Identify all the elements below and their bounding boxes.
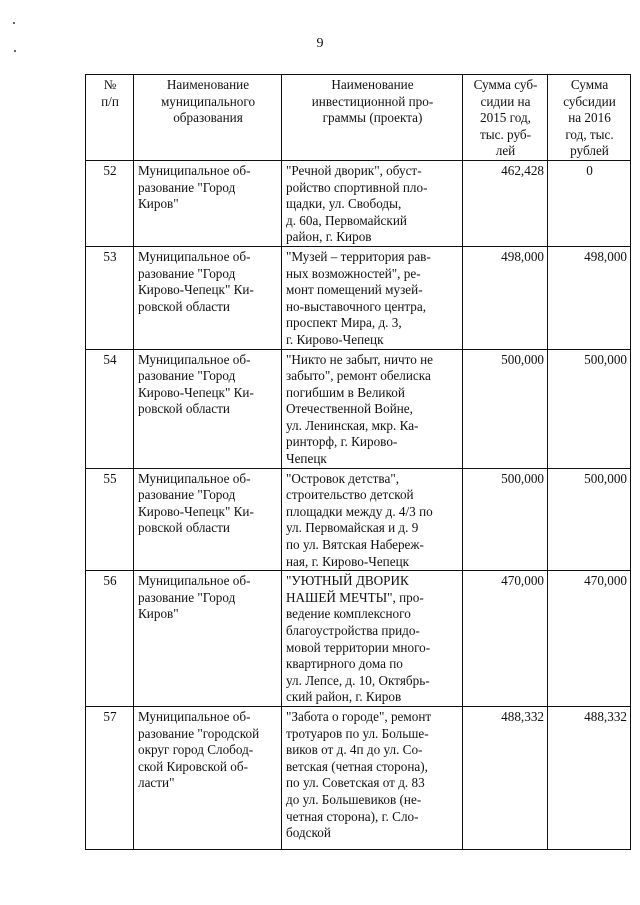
table-row xyxy=(86,571,631,707)
row-municipality: Муниципальное об- разование "Город Киров" xyxy=(134,571,282,707)
row-sum-2015: 488,332 xyxy=(463,706,548,849)
table-row xyxy=(86,349,631,468)
table-row xyxy=(86,706,631,849)
row-sum-2016: 500,000 xyxy=(548,468,631,571)
row-project: "Забота о городе", ремонт тротуаров по ул. Больше- виков от д. 4п до ул. Со- ветская (четная сторона), по ул. Советская от д. 83 до ул. Большевиков (не- четная сторона), г. Сло- бодской xyxy=(282,706,463,849)
row-num: 52 xyxy=(86,160,134,246)
row-sum-2015: 470,000 xyxy=(463,571,548,707)
row-project: "Островок детства", строительство детской площадки между д. 4/3 по ул. Первомайская и д. 9 по ул. Вятская Набереж- ная, г. Кирово-Чепецк xyxy=(282,468,463,571)
page-number: 9 xyxy=(316,36,324,51)
scan-speck xyxy=(14,50,16,52)
row-project: "Речной дворик", обуст- ройство спортивной пло- щадки, ул. Свободы, д. 60а, Первомайский район, г. Киров xyxy=(282,160,463,246)
row-sum-2016: 470,000 xyxy=(548,571,631,707)
row-project: "Музей – территория рав- ных возможностей", ре- монт помещений музей- но-выставочного центра, проспект Мира, д. 3, г. Кирово-Чепецк xyxy=(282,246,463,349)
row-project: "УЮТНЫЙ ДВОРИК НАШЕЙ МЕЧТЫ", про- ведение комплексного благоустройства придо- мовой территории много- квартирного дома по ул. Лепсе, д. 10, Октябрь- ский район, г. Киров xyxy=(282,571,463,707)
row-municipality: Муниципальное об- разование "Город Кирово-Чепецк" Ки- ровской области xyxy=(134,349,282,468)
row-sum-2015: 500,000 xyxy=(463,349,548,468)
header-sum-2016: Сумма субсидии на 2016 год, тыс. рублей xyxy=(548,75,631,161)
row-num: 53 xyxy=(86,246,134,349)
row-project: "Никто не забыт, ничто не забыто", ремонт обелиска погибшим в Великой Отечественной Войне, ул. Ленинская, мкр. Ка- ринторф, г. Кирово- Чепецк xyxy=(282,349,463,468)
header-num: № п/п xyxy=(86,75,134,161)
table-row xyxy=(86,468,631,571)
table-row xyxy=(86,160,631,246)
row-municipality: Муниципальное об- разование "Город Киров" xyxy=(134,160,282,246)
header-sum-2015: Сумма суб- сидии на 2015 год, тыс. руб- лей xyxy=(463,75,548,161)
row-num: 56 xyxy=(86,571,134,707)
row-municipality: Муниципальное об- разование "Город Кирово-Чепецк" Ки- ровской области xyxy=(134,246,282,349)
row-municipality: Муниципальное об- разование "городской округ город Слобод- ской Кировской об- ласти" xyxy=(134,706,282,849)
row-num: 54 xyxy=(86,349,134,468)
row-sum-2015: 498,000 xyxy=(463,246,548,349)
row-sum-2015: 500,000 xyxy=(463,468,548,571)
row-sum-2015: 462,428 xyxy=(463,160,548,246)
row-num: 57 xyxy=(86,706,134,849)
scan-speck xyxy=(13,22,15,24)
row-municipality: Муниципальное об- разование "Город Кирово-Чепецк" Ки- ровской области xyxy=(134,468,282,571)
row-sum-2016: 500,000 xyxy=(548,349,631,468)
table-header-row xyxy=(86,75,631,161)
header-project: Наименование инвестиционной про- граммы (проекта) xyxy=(282,75,463,161)
row-sum-2016: 488,332 xyxy=(548,706,631,849)
row-sum-2016: 0 xyxy=(548,160,631,246)
header-municipality: Наименование муниципального образования xyxy=(134,75,282,161)
row-sum-2016: 498,000 xyxy=(548,246,631,349)
table-row xyxy=(86,246,631,349)
row-num: 55 xyxy=(86,468,134,571)
subsidy-table xyxy=(85,74,631,850)
